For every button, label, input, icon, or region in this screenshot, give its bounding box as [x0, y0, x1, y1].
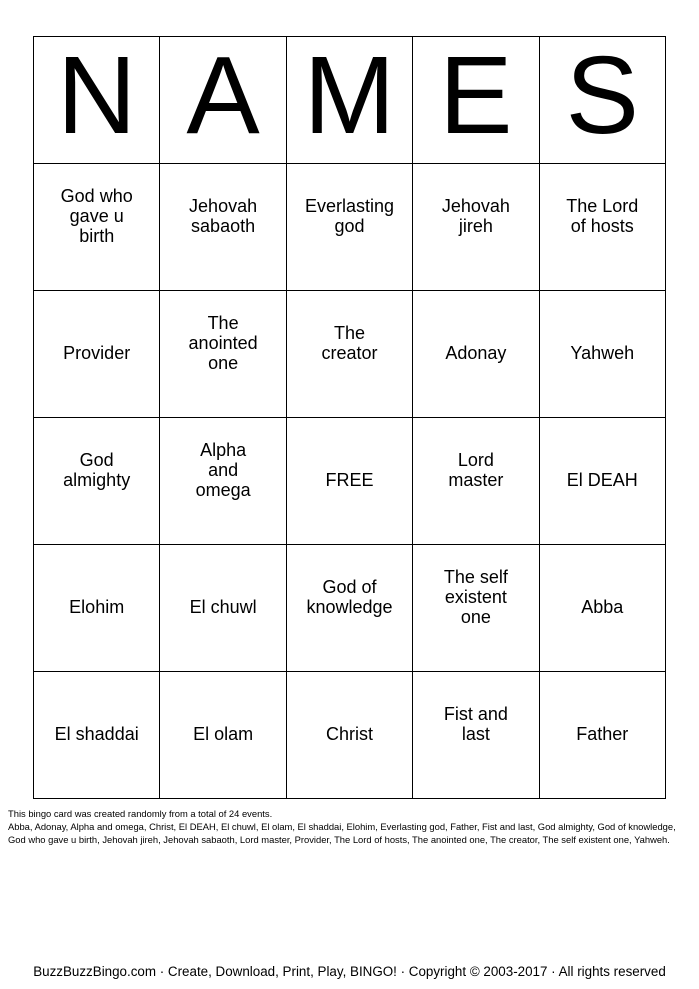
- bingo-row-3: [34, 418, 666, 545]
- bingo-cell-text: Jehovah jireh: [441, 196, 510, 236]
- bingo-cell-text: The Lord of hosts: [566, 196, 639, 236]
- bingo-cell-text: Jehovah sabaoth: [189, 196, 258, 236]
- bingo-cell: [539, 672, 665, 799]
- bingo-cell-text: Lord master: [448, 450, 504, 490]
- bingo-cell-text: God who gave u birth: [60, 186, 133, 246]
- bingo-cell: [286, 164, 412, 291]
- bingo-cell: [286, 672, 412, 799]
- bingo-cell: [413, 545, 539, 672]
- header-letter-e: [413, 37, 539, 164]
- bingo-cell: [286, 545, 412, 672]
- bingo-row-4: [34, 545, 666, 672]
- free-space-cell: [286, 418, 412, 545]
- bingo-cell: [413, 291, 539, 418]
- bingo-cell-text: FREE: [325, 470, 374, 490]
- page-footer: BuzzBuzzBingo.com · Create, Download, Print, Play, BINGO! · Copyright © 2003-2017 · All rights reserved: [33, 964, 666, 979]
- bingo-cell-text: Elohim: [69, 597, 125, 617]
- bingo-cell: [34, 164, 160, 291]
- bingo-cell-text: Everlasting god: [304, 196, 394, 236]
- bingo-cell-text: The creator: [321, 323, 378, 363]
- header-letter: S: [565, 36, 639, 157]
- bingo-cell: [413, 418, 539, 545]
- bingo-cell: [34, 418, 160, 545]
- bingo-cell-text: The self existent one: [443, 567, 508, 627]
- bingo-header-row: [34, 37, 666, 164]
- bingo-card: [33, 36, 666, 799]
- bingo-cell-text: El shaddai: [54, 724, 139, 744]
- bingo-cell: [160, 164, 286, 291]
- bingo-cell-text: Father: [576, 724, 629, 744]
- bingo-cell-text: El DEAH: [566, 470, 638, 490]
- header-letter-n: [34, 37, 160, 164]
- header-letter-a: [160, 37, 286, 164]
- bingo-cell: [34, 545, 160, 672]
- bingo-cell-text: Abba: [581, 597, 624, 617]
- bingo-cell: [160, 418, 286, 545]
- header-letter: M: [303, 36, 396, 157]
- bingo-cell: [539, 545, 665, 672]
- bingo-row-2: [34, 291, 666, 418]
- bingo-cell-text: El chuwl: [189, 597, 257, 617]
- card-info: [8, 807, 694, 846]
- header-letter-s: [539, 37, 665, 164]
- bingo-cell: [160, 672, 286, 799]
- bingo-cell: [413, 164, 539, 291]
- header-letter: N: [56, 36, 137, 157]
- header-letter: E: [439, 36, 513, 157]
- bingo-cell-text: God of knowledge: [306, 577, 393, 617]
- card-info-events: Abba, Adonay, Alpha and omega, Christ, El DEAH, El chuwl, El olam, El shaddai, Elohim, Everlasting god, Father, Fist and last, God almighty, God of knowledge, God who gave u birth, Jehovah jireh, Jehovah sabaoth, Lord master, Provider, The Lord of hosts, The anointed one, The creator, The self existent one, Yahweh.: [8, 821, 676, 845]
- bingo-cell-text: God almighty: [63, 450, 131, 490]
- bingo-cell: [34, 672, 160, 799]
- bingo-cell-text: Alpha and omega: [195, 440, 251, 500]
- bingo-cell: [160, 545, 286, 672]
- bingo-cell: [413, 672, 539, 799]
- card-info-summary: This bingo card was created randomly from a total of 24 events.: [8, 808, 273, 819]
- bingo-cell: [539, 291, 665, 418]
- bingo-cell-text: Provider: [63, 343, 131, 363]
- header-letter-m: [286, 37, 412, 164]
- bingo-cell: [539, 418, 665, 545]
- bingo-cell-text: Christ: [325, 724, 373, 744]
- bingo-cell-text: El olam: [193, 724, 254, 744]
- header-letter: A: [186, 36, 260, 157]
- bingo-cell-text: Fist and last: [443, 704, 508, 744]
- bingo-cell-text: The anointed one: [188, 313, 258, 373]
- bingo-row-5: [34, 672, 666, 799]
- bingo-cell: [539, 164, 665, 291]
- bingo-cell-text: Adonay: [445, 343, 507, 363]
- bingo-cell: [286, 291, 412, 418]
- bingo-row-1: [34, 164, 666, 291]
- bingo-cell-text: Yahweh: [570, 343, 635, 363]
- bingo-cell: [160, 291, 286, 418]
- bingo-cell: [34, 291, 160, 418]
